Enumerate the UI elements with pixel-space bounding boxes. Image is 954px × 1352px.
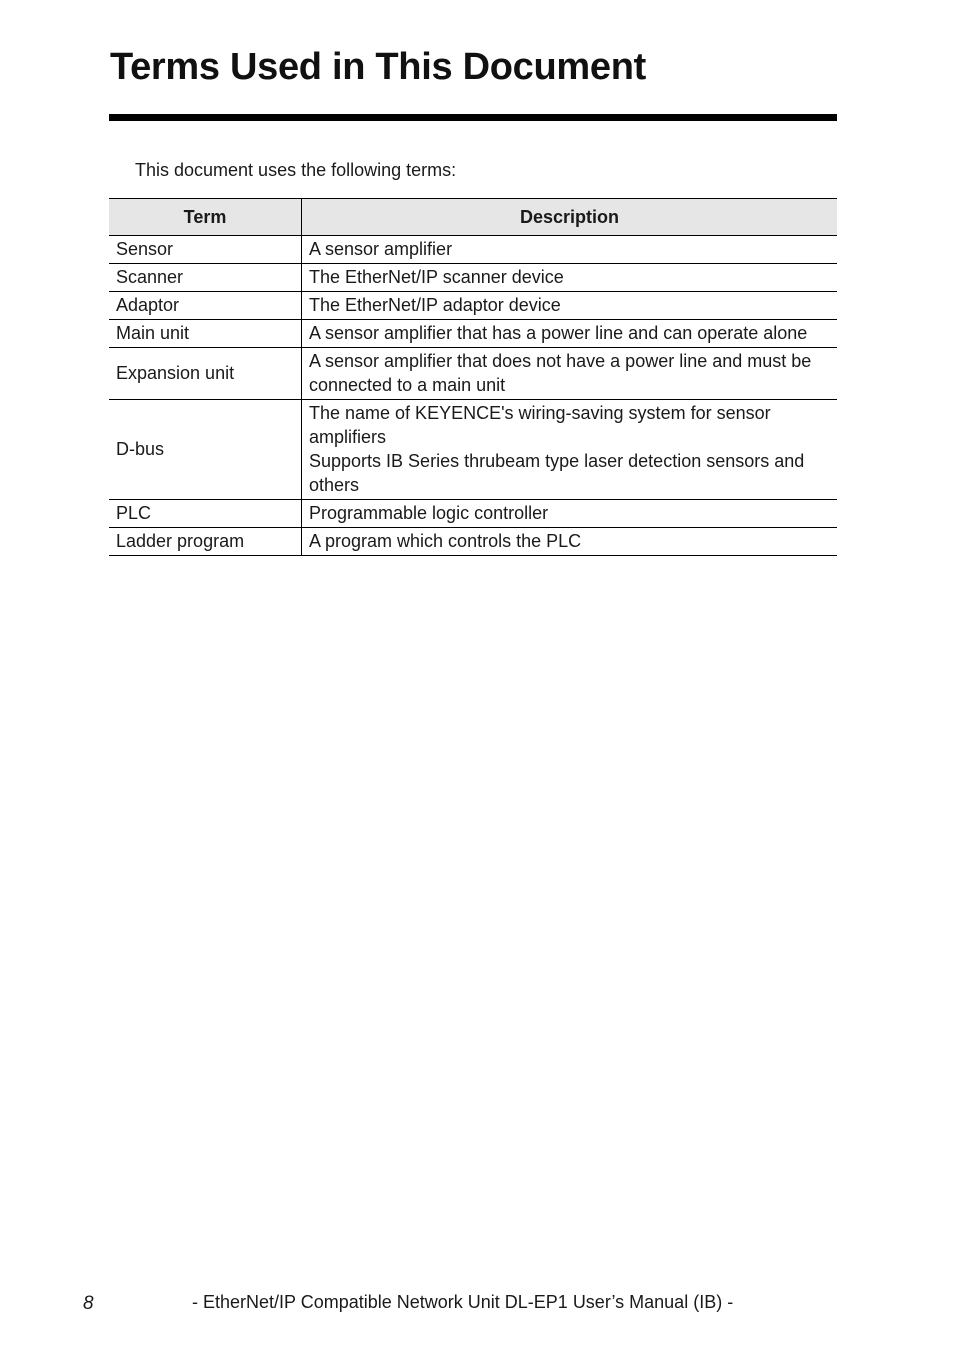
description-cell [302,264,838,292]
description-line: A sensor amplifier that has a power line and can operate alone [309,323,808,343]
term-cell: PLC [109,500,302,528]
description-line: A program which controls the PLC [309,531,582,551]
description-cell [302,292,838,320]
term-cell: Ladder program [109,528,302,556]
description-line: Programmable logic controller [309,503,549,523]
footer-manual-title: - EtherNet/IP Compatible Network Unit DL-EP1 User’s Manual (IB) - [192,1292,734,1312]
description-cell [302,348,838,400]
description-cell [302,320,838,348]
description-cell [302,236,838,264]
table-header-row [109,199,837,236]
table-row [109,528,837,556]
description-line: A sensor amplifier that does not have a power line and must be connected to a main unit [309,351,812,395]
term-cell: Adaptor [109,292,302,320]
header-term: Term [109,199,302,236]
title-rule [109,114,837,121]
intro-text: This document uses the following terms: [135,160,457,180]
table-row [109,236,837,264]
description-line: A sensor amplifier [309,239,453,259]
term-cell: Expansion unit [109,348,302,400]
page-title: Terms Used in This Document [110,46,646,88]
term-cell: D-bus [109,400,302,500]
description-line: The EtherNet/IP adaptor device [309,295,561,315]
table-row [109,400,837,500]
header-description: Description [302,199,838,236]
term-cell: Scanner [109,264,302,292]
description-line: The EtherNet/IP scanner device [309,267,564,287]
description-cell [302,400,838,500]
description-line: The name of KEYENCE's wiring-saving system for sensor amplifiers [309,403,771,447]
term-cell: Main unit [109,320,302,348]
page-number: 8 [83,1293,94,1314]
table-row [109,264,837,292]
table-row [109,348,837,400]
table-row [109,292,837,320]
term-cell: Sensor [109,236,302,264]
description-cell [302,500,838,528]
description-cell [302,528,838,556]
terms-table [109,198,837,556]
table-row [109,500,837,528]
description-line: Supports IB Series thrubeam type laser detection sensors and others [309,451,805,495]
table-row [109,320,837,348]
